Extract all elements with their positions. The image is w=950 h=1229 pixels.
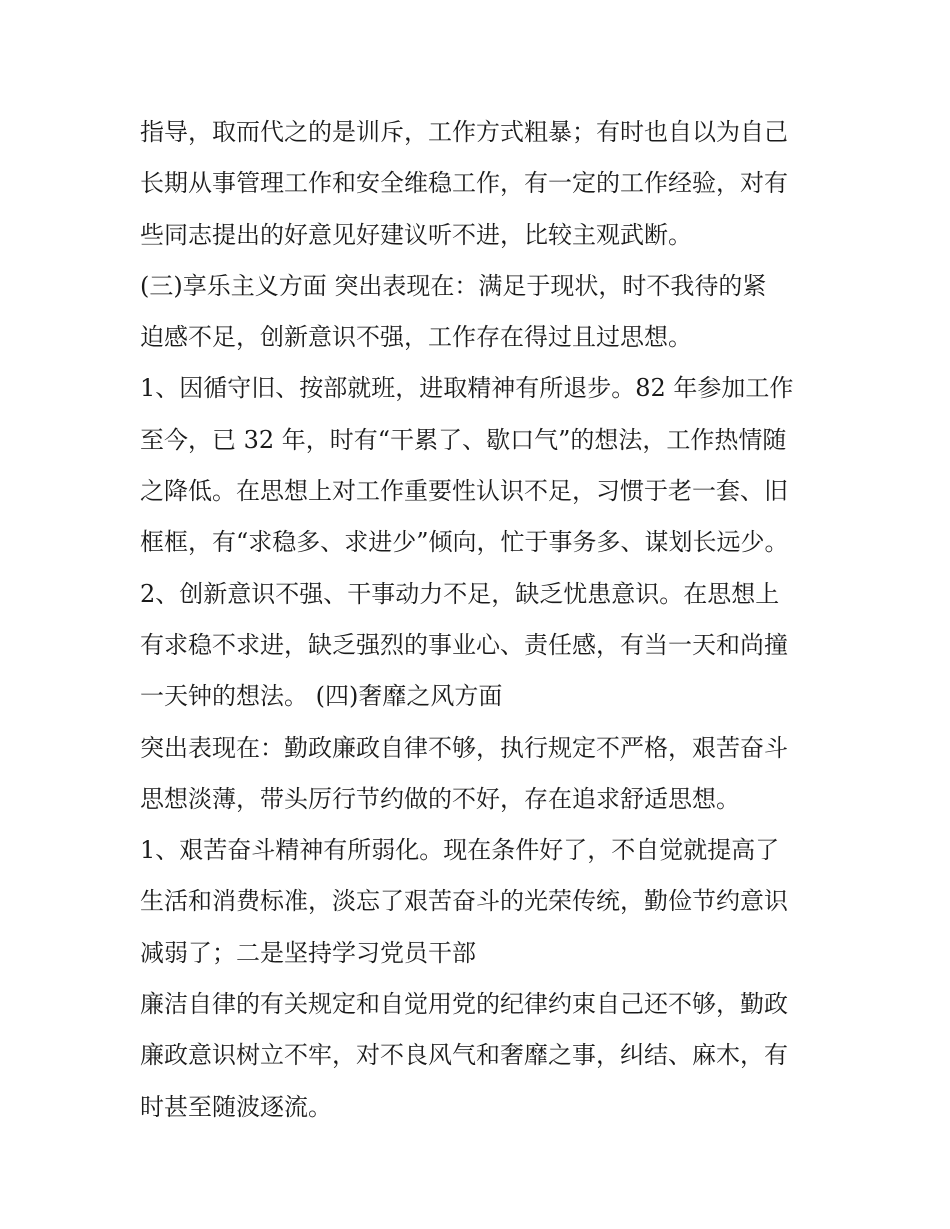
text-line: 廉洁自律的有关规定和自觉用党的纪律约束自己还不够，勤政 xyxy=(140,990,788,1019)
text-line: 之降低。在思想上对工作重要性认识不足，习惯于老一套、旧 xyxy=(140,477,788,506)
text-line: 思想淡薄，带头厉行节约做的不好，存在追求舒适思想。 xyxy=(140,784,740,813)
text-line: 2、创新意识不强、干事动力不足，缺乏忧患意识。在思想上 xyxy=(140,579,780,608)
text-line: (三)享乐主义方面 突出表现在：满足于现状，时不我待的紧 xyxy=(140,271,767,300)
text-line: 些同志提出的好意见好建议听不进，比较主观武断。 xyxy=(140,220,692,249)
text-line: 生活和消费标准，淡忘了艰苦奋斗的光荣传统，勤俭节约意识 xyxy=(140,887,788,916)
text-line: 有求稳不求进，缺乏强烈的事业心、责任感，有当一天和尚撞 xyxy=(140,630,788,659)
text-line: 至今，已 32 年，时有“干累了、歇口气”的想法，工作热情随 xyxy=(140,425,787,454)
text-line: 时甚至随波逐流。 xyxy=(140,1092,332,1121)
text-line: 突出表现在：勤政廉政自律不够，执行规定不严格，艰苦奋斗 xyxy=(140,733,788,762)
text-line: 指导，取而代之的是训斥，工作方式粗暴；有时也自以为自己 xyxy=(140,118,788,146)
text-line: 1、艰苦奋斗精神有所弱化。现在条件好了，不自觉就提高了 xyxy=(140,836,780,865)
document-body xyxy=(140,107,820,1133)
text-line: 迫感不足，创新意识不强，工作存在得过且过思想。 xyxy=(140,323,692,352)
text-line: 1、因循守旧、按部就班，进取精神有所退步。82 年参加工作 xyxy=(140,374,794,403)
text-line: 减弱了；二是坚持学习党员干部 xyxy=(140,938,476,967)
text-line: 廉政意识树立不牢，对不良风气和奢靡之事，纠结、麻木，有 xyxy=(140,1041,788,1070)
text-line: 长期从事管理工作和安全维稳工作，有一定的工作经验，对有 xyxy=(140,169,788,198)
text-line: 框框，有“求稳多、求进少”倾向，忙于事务多、谋划长远少。 xyxy=(140,528,789,557)
text-line: 一天钟的想法。 (四)奢靡之风方面 xyxy=(140,682,503,711)
